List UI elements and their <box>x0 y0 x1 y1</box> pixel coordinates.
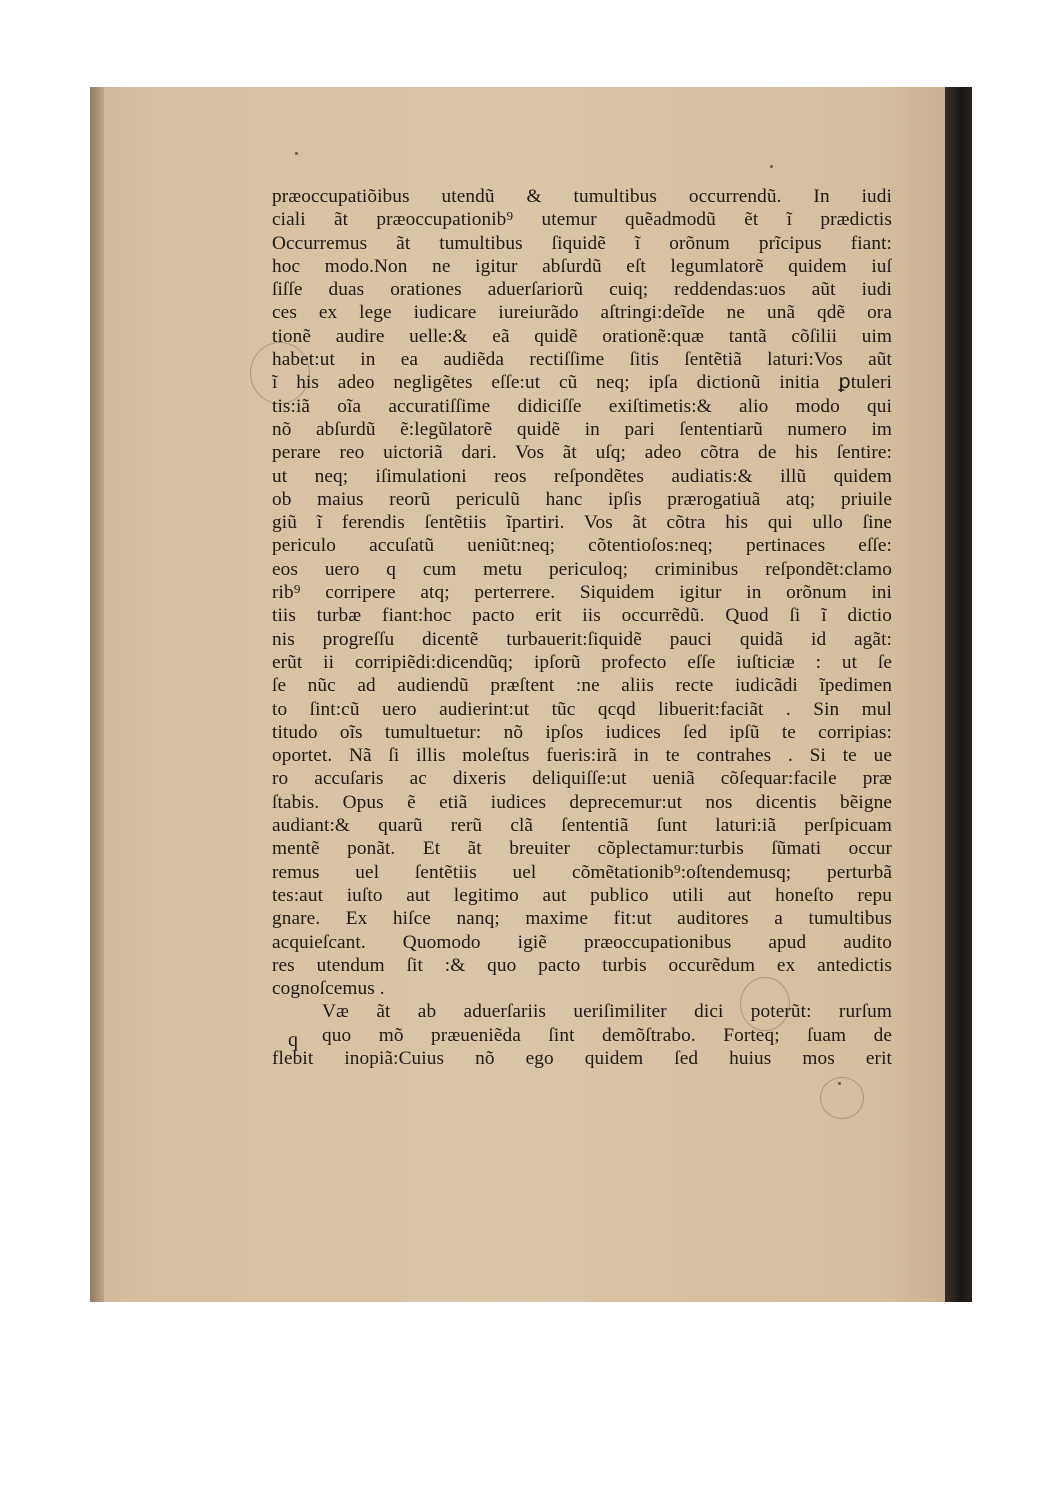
latin-text-block <box>272 185 892 1070</box>
text-line: tionẽ audire uelle:& eã quidẽ orationẽ:quæ tantã cõſilii uim <box>272 325 892 347</box>
text-line: præoccupatiõibus utendũ & tumultibus occurrendũ. In iudi <box>272 186 892 207</box>
text-line: tes:aut iuſto aut legitimo aut publico utili aut honeſto repu <box>272 884 892 906</box>
text-line: ces ex lege iudicare iureiurãdo aſtringi:deĩde ne unã qdẽ ora <box>272 302 892 324</box>
page-gutter <box>90 87 104 1302</box>
catchword: q <box>288 1029 298 1051</box>
text-line: Væ ãt ab aduerſariis ueriſimiliter dici poterũt: rurſum <box>322 1001 892 1023</box>
watermark-ornament <box>820 1077 864 1119</box>
text-line: Occurremus ãt tumultibus ſiquidẽ ĩ orõnum prĩcipus fiant: <box>272 232 892 254</box>
text-line: titudo oĩs tumultuetur: nõ ipſos iudices ſed ipſũ te corripias: <box>272 721 892 743</box>
text-line: ut neq; iſimulationi reos reſpondẽtes audiatis:& illũ quidem <box>272 465 892 487</box>
text-line: rib⁹ corripere atq; perterrere. Siquidem igitur in orõnum ini <box>272 582 892 604</box>
text-line: ro accuſaris ac dixeris deliquiſſe:ut ueniã cõſequar:facile præ <box>272 768 892 790</box>
text-line: erũt ii corripiẽdi:dicendũq; ipſorũ profecto eſſe iuſticiæ : ut ſe <box>272 651 892 673</box>
text-line: ſiſſe duas orationes aduerſariorũ cuiq; reddendas:uos aũt iudi <box>272 279 892 301</box>
text-line: to ſint:cũ uero audierint:ut tũc qcqd libuerit:faciãt . Sin mul <box>272 698 892 720</box>
text-line: flebit inopiã:Cuius nõ ego quidem ſed huius mos erit <box>272 1047 892 1069</box>
text-line: giũ ĩ ferendis ſentẽtiis ĩpartiri. Vos ãt cõtra his qui ullo ſine <box>272 512 892 534</box>
text-line: habet:ut in ea audiẽda rectiſſime ſitis ſentẽtiã laturi:Vos aũt <box>272 349 892 371</box>
text-line: tis:iã oĩa accuratiſſime didiciſſe exiſtimetis:& alio modo qui <box>272 395 892 417</box>
text-line: nis progreſſu dicentẽ turbauerit:ſiquidẽ pauci quidã id agãt: <box>272 628 892 650</box>
parchment-page <box>90 87 945 1302</box>
text-line: ſe nũc ad audiendũ præſtent :ne aliis recte iudicãdi ĩpedimen <box>272 675 892 697</box>
text-line: remus uel ſentẽtiis uel cõmẽtationib⁹:oſtendemusq; perturbã <box>272 861 892 883</box>
ink-speck <box>770 165 773 168</box>
text-line: res utendum ſit :& quo pacto turbis occurẽdum ex antedictis <box>272 954 892 976</box>
text-line: mentẽ ponãt. Et ãt breuiter cõplectamur:turbis ſũmati occur <box>272 838 892 860</box>
text-line: gnare. Ex hiſce nanq; maxime fit:ut auditores a tumultibus <box>272 908 892 930</box>
text-line: eos uero q cum metu periculoq; criminibus reſpondẽt:clamo <box>272 558 892 580</box>
book-edge <box>945 87 972 1302</box>
text-line: acquieſcant. Quomodo igiẽ præoccupationibus apud audito <box>272 931 892 953</box>
text-line: audiant:& quarũ rerũ clã ſententiã ſunt laturi:iã perſpicuam <box>272 815 892 837</box>
text-line: cognoſcemus . <box>272 978 385 1000</box>
text-line: tiis turbæ fiant:hoc pacto erit iis occurrẽdũ. Quod ſi ĩ dictio <box>272 605 892 627</box>
scanned-page-frame <box>90 87 972 1302</box>
text-line: nõ abſurdũ ẽ:legũlatorẽ quidẽ in pari ſententiarũ numero im <box>272 418 892 440</box>
ink-speck <box>295 152 298 155</box>
text-line: ſtabis. Opus ẽ etiã iudices deprecemur:ut nos dicentis bẽigne <box>272 791 892 813</box>
text-line: periculo accuſatũ ueniũt:neq; cõtentioſos:neq; pertinaces eſſe: <box>272 535 892 557</box>
text-line: ĩ his adeo negligẽtes eſſe:ut cũ neq; ipſa dictionũ initia ꝑtuleri <box>272 372 892 394</box>
text-line: perare reo uictoriã dari. Vos ãt uſq; adeo cõtra de his ſentire: <box>272 442 892 464</box>
text-line: hoc modo.Non ne igitur abſurdũ eſt legumlatorẽ quidem iuſ <box>272 255 892 277</box>
text-line: ob maius reorũ periculũ hanc ipſis prærogatiuã atq; priuile <box>272 488 892 510</box>
text-line: quo mõ præueniẽda ſint demõſtrabo. Forteq; ſuam de <box>322 1024 892 1046</box>
text-line: oportet. Nã ſi illis moleſtus fueris:irã in te contrahes . Si te ue <box>272 745 892 767</box>
text-line: ciali ãt præoccupationib⁹ utemur quẽadmodũ ẽt ĩ prædictis <box>272 209 892 231</box>
